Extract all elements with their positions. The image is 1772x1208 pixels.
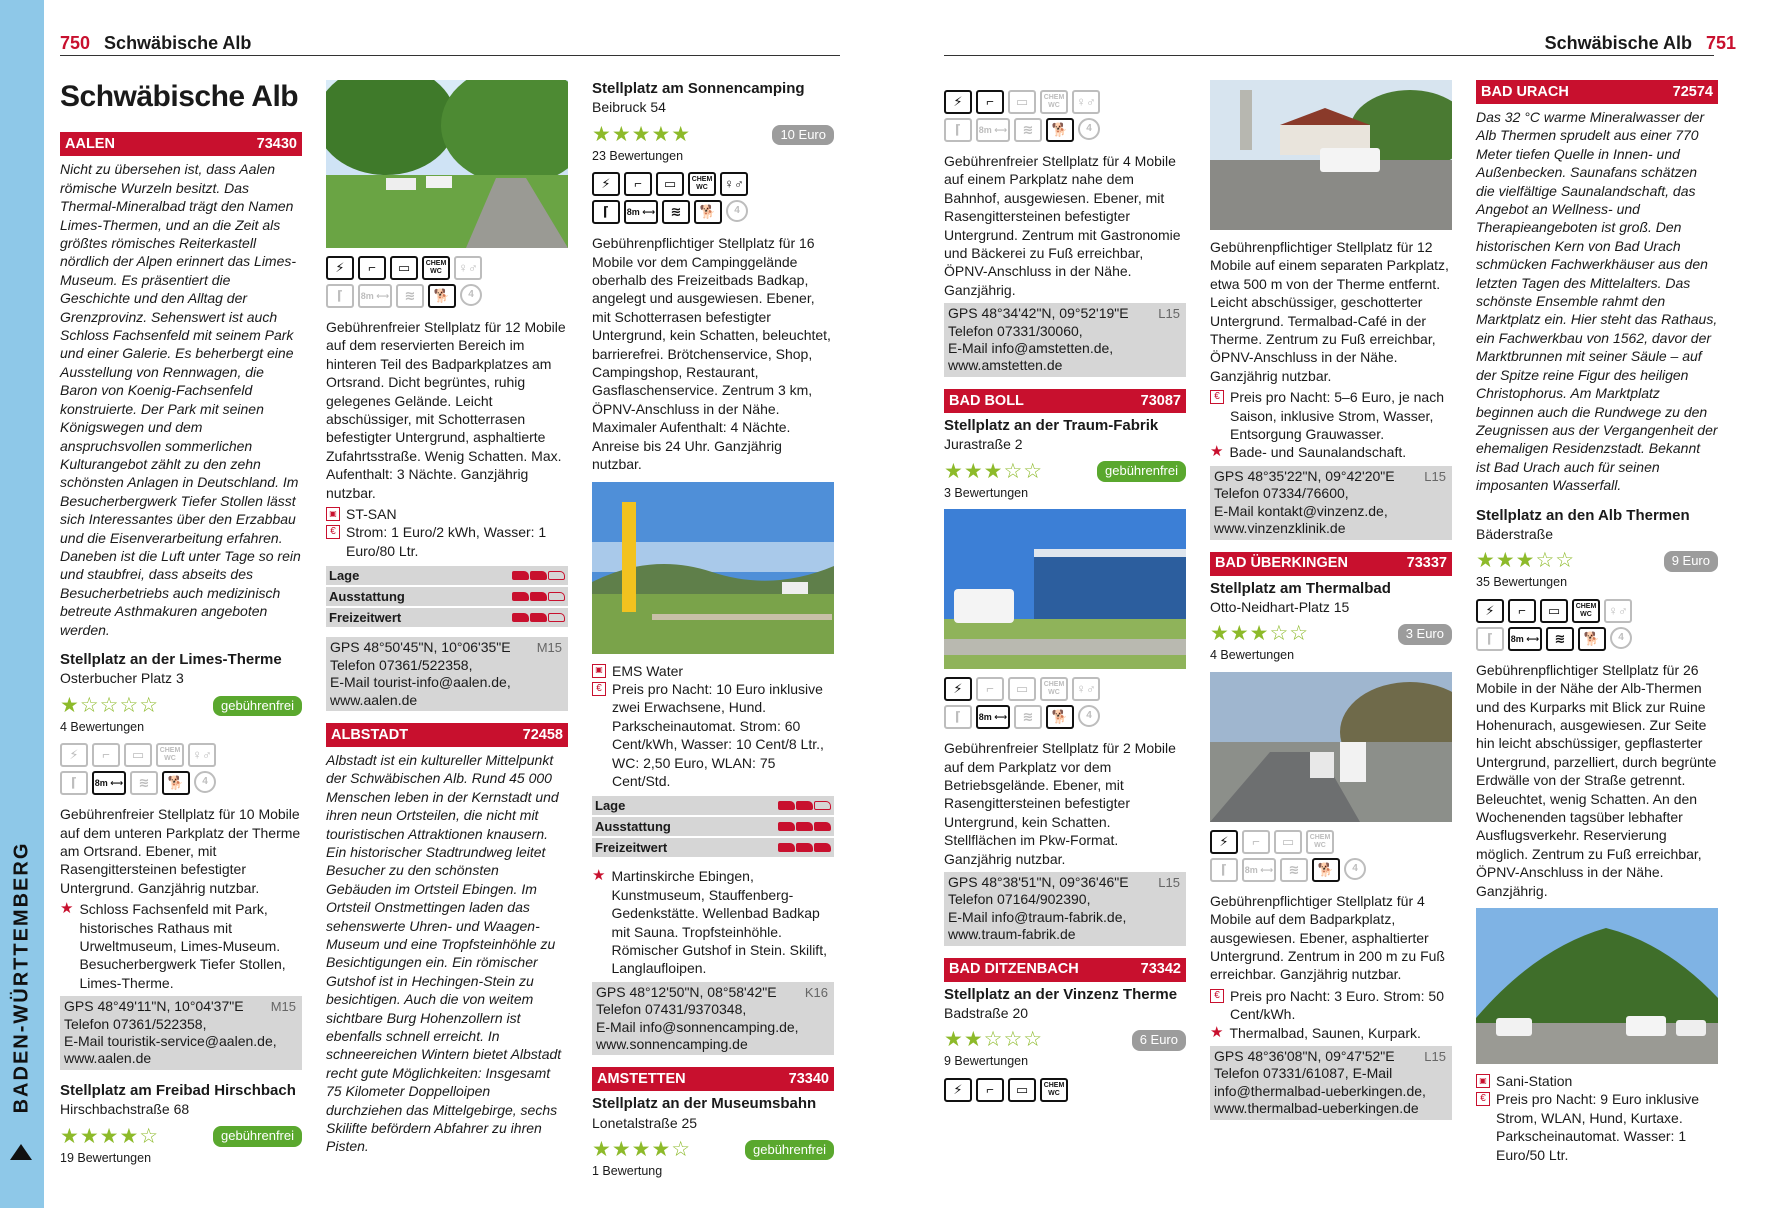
phone: Telefon 07331/30060, bbox=[948, 322, 1083, 339]
map-grid: K16 bbox=[804, 984, 828, 1000]
highlight-text: Martinskirche Ebingen, Kunstmuseum, Stauffenberg-Gedenkstätte. Wellenbad Badkap mit Sauna. Tropfsteinhöhle. Römischer Gutshof in Stein. Skilift, Langlaufloipen. bbox=[611, 868, 827, 977]
disposal-icon: ▭ bbox=[1008, 1078, 1036, 1102]
site-name: Stellplatz an den Alb Thermen bbox=[1476, 506, 1690, 524]
site-name: Stellplatz am Thermalbad bbox=[1210, 579, 1391, 597]
fee-badge: 6 Euro bbox=[1132, 1030, 1186, 1050]
van-rating bbox=[778, 801, 831, 810]
city-name: BAD DITZENBACH bbox=[949, 961, 1079, 978]
city-name: BAD BOLL bbox=[949, 392, 1024, 409]
highlight bbox=[60, 900, 302, 992]
shower-icon: ⌈ bbox=[60, 771, 88, 795]
rating-label: Ausstattung bbox=[595, 818, 671, 834]
service-text: ST-SAN bbox=[346, 506, 397, 523]
disposal-icon: ▭ bbox=[1008, 90, 1036, 114]
chemical-wc-icon: CHEM WC bbox=[1572, 599, 1600, 623]
star-icon: ★ bbox=[1210, 443, 1224, 461]
city-zip: 73337 bbox=[1406, 555, 1447, 572]
amenity-icons bbox=[944, 90, 1186, 142]
amenity-icons bbox=[592, 172, 834, 224]
price-info bbox=[592, 680, 834, 790]
gps: GPS 48°38'51"N, 09°36'46"E bbox=[948, 873, 1129, 890]
star-rating: ★★★☆☆ bbox=[1210, 622, 1310, 646]
rating-row bbox=[60, 694, 302, 718]
highlight-text: Schloss Fachsenfeld mit Park, historisches Rathaus mit Urweltmuseum, Limes-Museum. Besucherbergwerk Tiefer Stollen, Limes-Therme. bbox=[79, 901, 286, 991]
email[interactable]: info@thermalbad-ueberkingen.de, bbox=[1214, 1082, 1426, 1099]
length-8m-icon: 8m ⟷ bbox=[624, 200, 658, 224]
disposal-icon: ▭ bbox=[124, 743, 152, 767]
euro-icon: € bbox=[326, 525, 340, 539]
rating-lage bbox=[592, 796, 834, 815]
toilet-icon: ♀♂ bbox=[1072, 90, 1100, 114]
review-count: 9 Bewertungen bbox=[944, 1054, 1029, 1069]
city-header-bad-boll bbox=[944, 389, 1186, 413]
rating-ausstattung bbox=[326, 587, 568, 606]
site-description: Gebührenfreier Stellplatz für 2 Mobile auf dem Parkplatz vor dem Betriebsgelände. Ebener, mit Rasengittersteinen befestigter Untergrund, kein Schatten. Stellflächen im Pkw-Format. Ganzjährig nutzbar. bbox=[944, 740, 1176, 867]
phone: Telefon 07334/76600, bbox=[1214, 485, 1349, 502]
dog-icon: 🐕 bbox=[1578, 627, 1606, 651]
dog-icon: 🐕 bbox=[1046, 705, 1074, 729]
photo-thermalbad bbox=[1210, 672, 1452, 822]
map-grid: L15 bbox=[1158, 306, 1180, 322]
water-tap-icon: ⌐ bbox=[92, 743, 120, 767]
wifi-icon: ≋ bbox=[130, 771, 158, 795]
phone: Telefon 07361/522358, bbox=[330, 656, 473, 673]
toilet-icon: ♀♂ bbox=[188, 743, 216, 767]
max-stay-icon: 4 bbox=[194, 771, 216, 793]
fee-badge: gebührenfrei bbox=[745, 1140, 834, 1160]
fee-badge: gebührenfrei bbox=[213, 696, 302, 716]
electricity-icon: ⚡ bbox=[326, 256, 354, 280]
email[interactable]: E-Mail info@traum-fabrik.de, bbox=[948, 908, 1127, 925]
phone: Telefon 07164/902390, bbox=[948, 891, 1091, 908]
site-name: Stellplatz an der Museumsbahn bbox=[592, 1095, 817, 1113]
star-rating: ★★★☆☆ bbox=[944, 459, 1044, 483]
review-count: 4 Bewertungen bbox=[1210, 648, 1295, 663]
star-rating: ★★★☆☆ bbox=[1476, 549, 1576, 573]
dog-icon: 🐕 bbox=[162, 771, 190, 795]
service-station bbox=[1476, 1072, 1718, 1090]
city-zip: 73087 bbox=[1140, 392, 1181, 409]
phone: Telefon 07331/61087, E-Mail bbox=[1214, 1065, 1393, 1082]
van-rating bbox=[778, 843, 831, 852]
city-header-amstetten bbox=[592, 1067, 834, 1091]
wifi-icon: ≋ bbox=[1014, 705, 1042, 729]
column-1 bbox=[60, 80, 302, 1174]
review-count: 4 Bewertungen bbox=[60, 719, 145, 734]
electricity-icon: ⚡ bbox=[944, 90, 972, 114]
electricity-icon: ⚡ bbox=[592, 172, 620, 196]
site-address: Beibruck 54 bbox=[592, 99, 666, 116]
side-tab bbox=[0, 0, 44, 1208]
site-address: Lonetalstraße 25 bbox=[592, 1114, 698, 1131]
email[interactable]: E-Mail touristik-service@aalen.de, bbox=[64, 1033, 277, 1050]
city-intro: Nicht zu übersehen ist, dass Aalen römische Wurzeln besitzt. Das Thermal-Mineralbad trägt den Namen Limes-Thermen, und an die Zeit als größtes römisches Reiterkastell nördlich der Alpen erinnert das Limes-Museum. Es präsentiert die Geschichte und den Alltag der Grenzprovinz. Sehenswert ist auch Schloss Fachsenfeld mit seinem Park und einer Galerie. Es beherbergt eine Ausstellung von Rennwagen, die Baron von Koenig-Fachsenfeld konstruierte. Der Park mit seinen Königswegen und dem anspruchsvollen sommerlichen Kulturangebot zählt zu den zehn schönsten Anlagen in Deutschland. Im Besucherbergwerk Tiefer Stollen lässt sich Interessantes über den Erzabbau und die Eisenverarbeitung erfahren. Daneben ist die Luft unter Tage so rein und staubfrei, dass abseits des Besucherbetriebs auch medizinisch betreute Asthmakuren angeboten werden. bbox=[60, 161, 301, 638]
amenity-icons bbox=[326, 256, 568, 308]
amenity-icons bbox=[1210, 830, 1452, 882]
disposal-icon: ▭ bbox=[1008, 677, 1036, 701]
van-rating bbox=[512, 613, 565, 622]
star-rating: ★☆☆☆☆ bbox=[60, 693, 160, 717]
site-address: Jurastraße 2 bbox=[944, 436, 1023, 453]
map-grid: L15 bbox=[1424, 1048, 1446, 1064]
chemical-wc-icon: CHEM WC bbox=[1040, 1078, 1068, 1102]
rating-freizeit bbox=[326, 608, 568, 627]
wifi-icon: ≋ bbox=[662, 200, 690, 224]
phone: Telefon 07361/522358, bbox=[64, 1015, 207, 1032]
gps: GPS 48°34'42"N, 09°52'19"E bbox=[948, 305, 1129, 322]
van-rating bbox=[778, 822, 831, 831]
service-text: EMS Water bbox=[612, 662, 684, 679]
site-description: Gebührenpflichtiger Stellplatz für 26 Mobile in der Nähe der Alb-Thermen und des Kurparks mit Blick zur Ruine Hohenurach, ausgewiesen. Zur Seite hin leicht abschüssiger, gepflasterter Untergrund, parzelliert, durch begrünte Erdwälle von der Straße getrennt. Beleuchtet, wenig Schatten. An den Wochenenden tagsüber lebhafter Ausflugsverkehr. Reservierung möglich. Zentrum zu Fuß erreichbar, ÖPNV-Anschluss in der Nähe. Ganzjährig. bbox=[1476, 661, 1717, 899]
water-tap-icon: ⌐ bbox=[1242, 830, 1270, 854]
max-stay-icon: 4 bbox=[1610, 627, 1632, 649]
chemical-wc-icon: CHEM WC bbox=[422, 256, 450, 280]
chemical-wc-icon: CHEM WC bbox=[156, 743, 184, 767]
website[interactable]: www.thermalbad-ueberkingen.de bbox=[1214, 1100, 1419, 1117]
site-address: Hirschbachstraße 68 bbox=[60, 1101, 190, 1118]
site-name: Stellplatz an der Vinzenz Therme bbox=[944, 985, 1178, 1003]
city-zip: 72574 bbox=[1672, 83, 1713, 100]
rating-row bbox=[1476, 549, 1718, 573]
site-description: Gebührenfreier Stellplatz für 10 Mobile auf dem unteren Parkplatz der Therme am Ortsrand. Ebener, mit Rasengittersteinen befestigter Untergrund. Ganzjährig nutzbar. bbox=[60, 806, 301, 896]
running-title: Schwäbische Alb bbox=[1544, 32, 1692, 53]
gps: GPS 48°49'11"N, 10°04'37"E bbox=[64, 998, 244, 1015]
service-icon: ▣ bbox=[326, 507, 340, 521]
city-intro: Albstadt ist ein kultureller Mittelpunkt der Schwäbischen Alb. Rund 45 000 Menschen leben in der Kernstadt und ihren neun Ortsteilen, die nicht mit touristischen Attraktionen knausern. Ein historischer Stadtrundweg leitet Besucher zu den schönsten Gebäuden im Ortsteil Ebingen. Im Ortsteil Onstmettingen laden das sehenswerte Uhren- und Waagen-Museum und eine Tropfsteinhöhle zu Besichtigungen ein. Ein römischer Gutshof ist in Hechingen-Stein zu besichtigen. Auch die von weitem sichtbare Burg Hohenzollern ist ebenfalls schnell erreicht. In schneereichen Wintern bietet Albstadt recht gute Möglichkeiten: Insgesamt 75 Kilometer Doppelloipen durchziehen das Mittelgebirge, sechs Skilifte befördern Abfahrer zu ihren Pisten. bbox=[326, 751, 562, 1155]
price-text: Strom: 1 Euro/2 kWh, Wasser: 1 Euro/80 Ltr. bbox=[346, 524, 547, 559]
amenity-icons bbox=[60, 743, 302, 795]
website[interactable]: www.aalen.de bbox=[330, 691, 418, 708]
rating-label: Freizeitwert bbox=[595, 839, 668, 855]
price-info bbox=[1210, 388, 1452, 443]
service-station bbox=[326, 505, 568, 523]
euro-icon: € bbox=[1210, 989, 1224, 1003]
shower-icon: ⌈ bbox=[1210, 858, 1238, 882]
wifi-icon: ≋ bbox=[1546, 627, 1574, 651]
dog-icon: 🐕 bbox=[428, 284, 456, 308]
city-zip: 73430 bbox=[256, 136, 297, 153]
city-header-bad-ditzenbach bbox=[944, 958, 1186, 982]
amenity-icons bbox=[944, 1078, 1186, 1102]
highlight bbox=[1210, 1024, 1452, 1042]
service-icon: ▣ bbox=[592, 664, 606, 678]
euro-icon: € bbox=[1210, 390, 1224, 404]
euro-icon: € bbox=[1476, 1092, 1490, 1106]
rating-row bbox=[60, 1125, 302, 1149]
toilet-icon: ♀♂ bbox=[720, 172, 748, 196]
chemical-wc-icon: CHEM WC bbox=[1040, 90, 1068, 114]
electricity-icon: ⚡ bbox=[60, 743, 88, 767]
photo-sonnencamping bbox=[592, 482, 834, 654]
running-head-right bbox=[1545, 30, 1736, 56]
city-header-bad-ueberkingen bbox=[1210, 552, 1452, 576]
star-rating: ★★★★☆ bbox=[592, 1138, 692, 1162]
contact-box bbox=[944, 872, 1186, 946]
website[interactable]: www.sonnencamping.de bbox=[596, 1036, 748, 1052]
website[interactable]: www.vinzenzklinik.de bbox=[1214, 520, 1346, 537]
head-rule bbox=[60, 55, 840, 56]
highlight-text: Bade- und Saunalandschaft. bbox=[1229, 444, 1407, 461]
city-zip: 73340 bbox=[788, 1071, 829, 1088]
shower-icon: ⌈ bbox=[944, 118, 972, 142]
euro-icon: € bbox=[592, 682, 606, 696]
site-address: Bäderstraße bbox=[1476, 525, 1554, 542]
highlight bbox=[592, 867, 834, 977]
contact-box bbox=[326, 637, 568, 711]
column-6 bbox=[1476, 80, 1718, 1164]
running-title: Schwäbische Alb bbox=[104, 32, 252, 53]
water-tap-icon: ⌐ bbox=[358, 256, 386, 280]
review-count: 23 Bewertungen bbox=[592, 148, 684, 163]
site-name: Stellplatz an der Limes-Therme bbox=[60, 650, 282, 668]
phone: Telefon 07431/9370348, bbox=[596, 1001, 747, 1018]
city-intro: Das 32 °C warme Mineralwasser der Alb Thermen sprudelt aus einer 770 Meter tiefen Quelle in Innen- und Außenbecken. Saunafans schätzen die vielfältige Saunalandschaft, das Angebot an Wellness- und Therapieangeboten ist groß. Den historischen Kern von Bad Urach schmücken Fachwerkhäuser aus den letzten Tagen des Mittelalters. Das schönste Ensemble rahmt den Marktplatz ein. Hier steht das Rathaus, ein Fachwerkbau von 1562, davor der Marktbrunnen mit seiner Säule – auf der Spitze reine Figur des heiligen Christophorus. Am Marktplatz beginnen auch die Rundwege zu den Zeugnissen aus der Vergangenheit der ehemaligen Residenzstadt. Bekannt ist Bad Urach auch für seinen imposanten Wasserfall. bbox=[1476, 109, 1718, 494]
price-text: Preis pro Nacht: 10 Euro inklusive zwei Erwachsene, Hund. Parkscheinautomat. Strom: 60 Cent/kWh, Wasser: 10 Cent/8 Ltr., WC: 2,50 Euro, WLAN: 75 Cent/Std. bbox=[612, 680, 824, 789]
side-tab-label: BADEN-WÜRTTEMBERG bbox=[10, 841, 33, 1113]
gps: GPS 48°50'45"N, 10°06'35"E bbox=[330, 639, 511, 656]
dog-icon: 🐕 bbox=[1046, 118, 1074, 142]
wifi-icon: ≋ bbox=[396, 284, 424, 308]
city-zip: 72458 bbox=[522, 726, 563, 743]
contact-box bbox=[592, 982, 834, 1056]
water-tap-icon: ⌐ bbox=[976, 1078, 1004, 1102]
max-stay-icon: 4 bbox=[1078, 118, 1100, 140]
electricity-icon: ⚡ bbox=[944, 677, 972, 701]
toilet-icon: ♀♂ bbox=[1072, 677, 1100, 701]
wifi-icon: ≋ bbox=[1280, 858, 1308, 882]
electricity-icon: ⚡ bbox=[1210, 830, 1238, 854]
star-rating: ★★★★☆ bbox=[60, 1124, 160, 1148]
rating-ausstattung bbox=[592, 817, 834, 836]
length-8m-icon: 8m ⟷ bbox=[976, 118, 1010, 142]
right-page bbox=[886, 0, 1772, 1208]
shower-icon: ⌈ bbox=[944, 705, 972, 729]
contact-box bbox=[944, 303, 1186, 377]
website[interactable]: www.traum-fabrik.de bbox=[948, 926, 1076, 943]
column-3 bbox=[592, 80, 834, 1188]
map-grid: M15 bbox=[270, 999, 296, 1015]
photo-traum-fabrik bbox=[944, 509, 1186, 669]
contact-box bbox=[60, 996, 302, 1070]
email[interactable]: E-Mail info@amstetten.de, bbox=[948, 340, 1114, 357]
water-tap-icon: ⌐ bbox=[624, 172, 652, 196]
water-tap-icon: ⌐ bbox=[976, 90, 1004, 114]
toilet-icon: ♀♂ bbox=[1604, 599, 1632, 623]
city-name: BAD URACH bbox=[1481, 83, 1569, 100]
water-tap-icon: ⌐ bbox=[976, 677, 1004, 701]
contact-box bbox=[1210, 466, 1452, 540]
running-head-left bbox=[60, 30, 251, 56]
toilet-icon: ♀♂ bbox=[454, 256, 482, 280]
rating-label: Ausstattung bbox=[329, 588, 405, 604]
site-address: Osterbucher Platz 3 bbox=[60, 670, 184, 687]
site-name: Stellplatz am Freibad Hirschbach bbox=[60, 1081, 296, 1099]
review-count: 19 Bewertungen bbox=[60, 1150, 152, 1165]
gps: GPS 48°12'50"N, 08°58'42"E bbox=[596, 983, 777, 1000]
site-description: Gebührenfreier Stellplatz für 12 Mobile auf dem reservierten Bereich im hinteren Teil des Badparkplatzes am Ortsrand. Dicht begrüntes, ruhig gelegenes Gelände. Leicht abschüssiger, mit Schotterrasen befestigter Untergrund, asphaltierte Zufahrtsstraße. Wenig Schatten. Max. Aufenthalt: 3 Nächte. Ganzjährig nutzbar. bbox=[326, 319, 566, 501]
max-stay-icon: 4 bbox=[1078, 705, 1100, 727]
rating-row bbox=[944, 460, 1186, 484]
site-name: Stellplatz an der Traum-Fabrik bbox=[944, 416, 1159, 434]
service-station bbox=[592, 662, 834, 680]
email[interactable]: E-Mail info@sonnencamping.de, bbox=[596, 1018, 799, 1035]
amenity-icons bbox=[1476, 599, 1718, 651]
price-info bbox=[1476, 1090, 1718, 1164]
contact-box bbox=[1210, 1046, 1452, 1120]
city-name: BAD ÜBERKINGEN bbox=[1215, 555, 1348, 572]
review-count: 1 Bewertung bbox=[592, 1164, 663, 1179]
photo-vinzenz bbox=[1210, 80, 1452, 230]
chemical-wc-icon: CHEM WC bbox=[1306, 830, 1334, 854]
site-description: Gebührenpflichtiger Stellplatz für 16 Mobile vor dem Campinggelände oberhalb des Freizeitbads Badkap, angelegt und ausgewiesen. Ebener, mit Schotterrasen befestigter Untergrund, kein Schatten, beleuchtet, barrierefrei. Brötchenservice, Shop, Campingshop, Restaurant, Gasflaschenservice. Zentrum 3 km, ÖPNV-Anschluss in der Nähe. Maximaler Aufenthalt: 4 Nächte. Anreise bis 24 Uhr. Ganzjährig nutzbar. bbox=[592, 235, 831, 473]
water-tap-icon: ⌐ bbox=[1508, 599, 1536, 623]
shower-icon: ⌈ bbox=[326, 284, 354, 308]
website[interactable]: www.amstetten.de bbox=[948, 357, 1063, 374]
map-grid: M15 bbox=[536, 640, 562, 656]
dog-icon: 🐕 bbox=[1312, 858, 1340, 882]
rating-lage bbox=[326, 566, 568, 585]
city-header-aalen bbox=[60, 132, 302, 156]
column-2 bbox=[326, 80, 568, 1168]
electricity-icon: ⚡ bbox=[1476, 599, 1504, 623]
city-name: AMSTETTEN bbox=[597, 1071, 686, 1088]
page-number: 750 bbox=[60, 32, 91, 53]
price-text: Preis pro Nacht: 9 Euro inklusive Strom, WLAN, Hund, Kurtaxe. Parkscheinautomat. Wasser: 1 Euro/50 Ltr. bbox=[1496, 1091, 1700, 1163]
rating-row bbox=[592, 123, 834, 147]
star-rating: ★★☆☆☆ bbox=[944, 1028, 1044, 1052]
max-stay-icon: 4 bbox=[1344, 858, 1366, 880]
city-header-albstadt bbox=[326, 723, 568, 747]
site-name: Stellplatz am Sonnencamping bbox=[592, 80, 805, 97]
rating-label: Lage bbox=[595, 797, 626, 813]
wifi-icon: ≋ bbox=[1014, 118, 1042, 142]
electricity-icon: ⚡ bbox=[944, 1078, 972, 1102]
amenity-icons bbox=[944, 677, 1186, 729]
city-name: ALBSTADT bbox=[331, 726, 409, 743]
photo-freibad bbox=[326, 80, 568, 248]
review-count: 35 Bewertungen bbox=[1476, 575, 1568, 590]
page-number: 751 bbox=[1705, 32, 1736, 53]
service-icon: ▣ bbox=[1476, 1074, 1490, 1088]
highlight bbox=[1210, 443, 1452, 461]
rating-row bbox=[944, 1028, 1186, 1052]
city-header-bad-urach bbox=[1476, 80, 1718, 104]
column-4 bbox=[944, 80, 1186, 1112]
length-8m-icon: 8m ⟷ bbox=[1242, 858, 1276, 882]
length-8m-icon: 8m ⟷ bbox=[976, 705, 1010, 729]
fee-badge: 9 Euro bbox=[1664, 551, 1718, 571]
highlight-text: Thermalbad, Saunen, Kurpark. bbox=[1229, 1024, 1421, 1041]
chemical-wc-icon: CHEM WC bbox=[688, 172, 716, 196]
disposal-icon: ▭ bbox=[1540, 599, 1568, 623]
rating-row bbox=[592, 1138, 834, 1162]
chapter-title: Schwäbische Alb bbox=[60, 80, 299, 113]
price-text: Preis pro Nacht: 3 Euro. Strom: 50 Cent/kWh. bbox=[1230, 987, 1444, 1023]
site-description: Gebührenpflichtiger Stellplatz für 4 Mobile auf dem Badparkplatz, ausgewiesen. Ebener, asphaltierter Untergrund. Zentrum in 200 m zu Fuß erreichbar. Ganzjährig nutzbar. bbox=[1210, 892, 1445, 983]
disposal-icon: ▭ bbox=[656, 172, 684, 196]
fee-badge: gebührenfrei bbox=[213, 1126, 302, 1146]
dog-icon: 🐕 bbox=[694, 200, 722, 224]
review-count: 3 Bewertungen bbox=[944, 485, 1029, 500]
disposal-icon: ▭ bbox=[1274, 830, 1302, 854]
fee-badge: 10 Euro bbox=[772, 125, 834, 145]
head-rule bbox=[944, 55, 1714, 56]
site-description: Gebührenpflichtiger Stellplatz für 12 Mobile auf einem separaten Parkplatz, etwa 500 m von der Therme entfernt. Leicht abschüssiger, geschotterter Untergrund. Termalbad-Café in der Therme. Zentrum zu Fuß erreichbar, ÖPNV-Anschluss in der Nähe. Ganzjährig nutzbar. bbox=[1210, 239, 1449, 384]
photo-alb-thermen bbox=[1476, 908, 1718, 1064]
map-grid: L15 bbox=[1158, 874, 1180, 890]
rating-label: Freizeitwert bbox=[329, 609, 402, 625]
star-icon: ★ bbox=[60, 900, 74, 918]
disposal-icon: ▭ bbox=[390, 256, 418, 280]
shower-icon: ⌈ bbox=[592, 200, 620, 224]
email[interactable]: E-Mail kontakt@vinzenz.de, bbox=[1214, 502, 1388, 519]
length-8m-icon: 8m ⟷ bbox=[92, 771, 126, 795]
service-text: Sani-Station bbox=[1496, 1073, 1573, 1090]
rating-freizeit bbox=[592, 838, 834, 857]
column-5 bbox=[1210, 80, 1452, 1132]
max-stay-icon: 4 bbox=[726, 200, 748, 222]
van-rating bbox=[512, 592, 565, 601]
rating-label: Lage bbox=[329, 567, 360, 583]
map-grid: L15 bbox=[1424, 468, 1446, 484]
site-address: Otto-Neidhart-Platz 15 bbox=[1210, 598, 1350, 615]
city-zip: 73342 bbox=[1140, 961, 1181, 978]
price-text: Preis pro Nacht: 5–6 Euro, je nach Saison, inklusive Strom, Wasser, Entsorgung Grauwasser. bbox=[1230, 389, 1445, 443]
city-name: AALEN bbox=[65, 136, 115, 153]
gps: GPS 48°36'08"N, 09°47'52"E bbox=[1214, 1047, 1395, 1064]
length-8m-icon: 8m ⟷ bbox=[1508, 627, 1542, 651]
gps: GPS 48°35'22"N, 09°42'20"E bbox=[1214, 467, 1395, 484]
star-icon: ★ bbox=[1210, 1023, 1224, 1041]
shower-icon: ⌈ bbox=[1476, 627, 1504, 651]
van-rating bbox=[512, 571, 565, 580]
fee-badge: 3 Euro bbox=[1398, 624, 1452, 644]
email[interactable]: E-Mail tourist-info@aalen.de, bbox=[330, 674, 511, 691]
rating-table bbox=[326, 566, 568, 627]
triangle-icon bbox=[10, 1144, 32, 1160]
price-info bbox=[1210, 987, 1452, 1024]
star-icon: ★ bbox=[592, 867, 606, 885]
price-info bbox=[326, 523, 568, 560]
site-description: Gebührenfreier Stellplatz für 4 Mobile auf einem Parkplatz nahe dem Bahnhof, ausgewiesen. Ebener, mit Rasengittersteinen befestigter Untergrund. Zentrum mit Gastronomie und Bäckerei zu Fuß erreichbar, ÖPNV-Anschluss in der Nähe. Ganzjährig. bbox=[944, 153, 1181, 298]
star-rating: ★★★★★ bbox=[592, 122, 692, 146]
rating-table bbox=[592, 796, 834, 857]
site-address: Badstraße 20 bbox=[944, 1004, 1029, 1021]
chemical-wc-icon: CHEM WC bbox=[1040, 677, 1068, 701]
length-8m-icon: 8m ⟷ bbox=[358, 284, 392, 308]
fee-badge: gebührenfrei bbox=[1097, 461, 1186, 481]
website[interactable]: www.aalen.de bbox=[64, 1050, 152, 1067]
rating-row bbox=[1210, 622, 1452, 646]
max-stay-icon: 4 bbox=[460, 284, 482, 306]
